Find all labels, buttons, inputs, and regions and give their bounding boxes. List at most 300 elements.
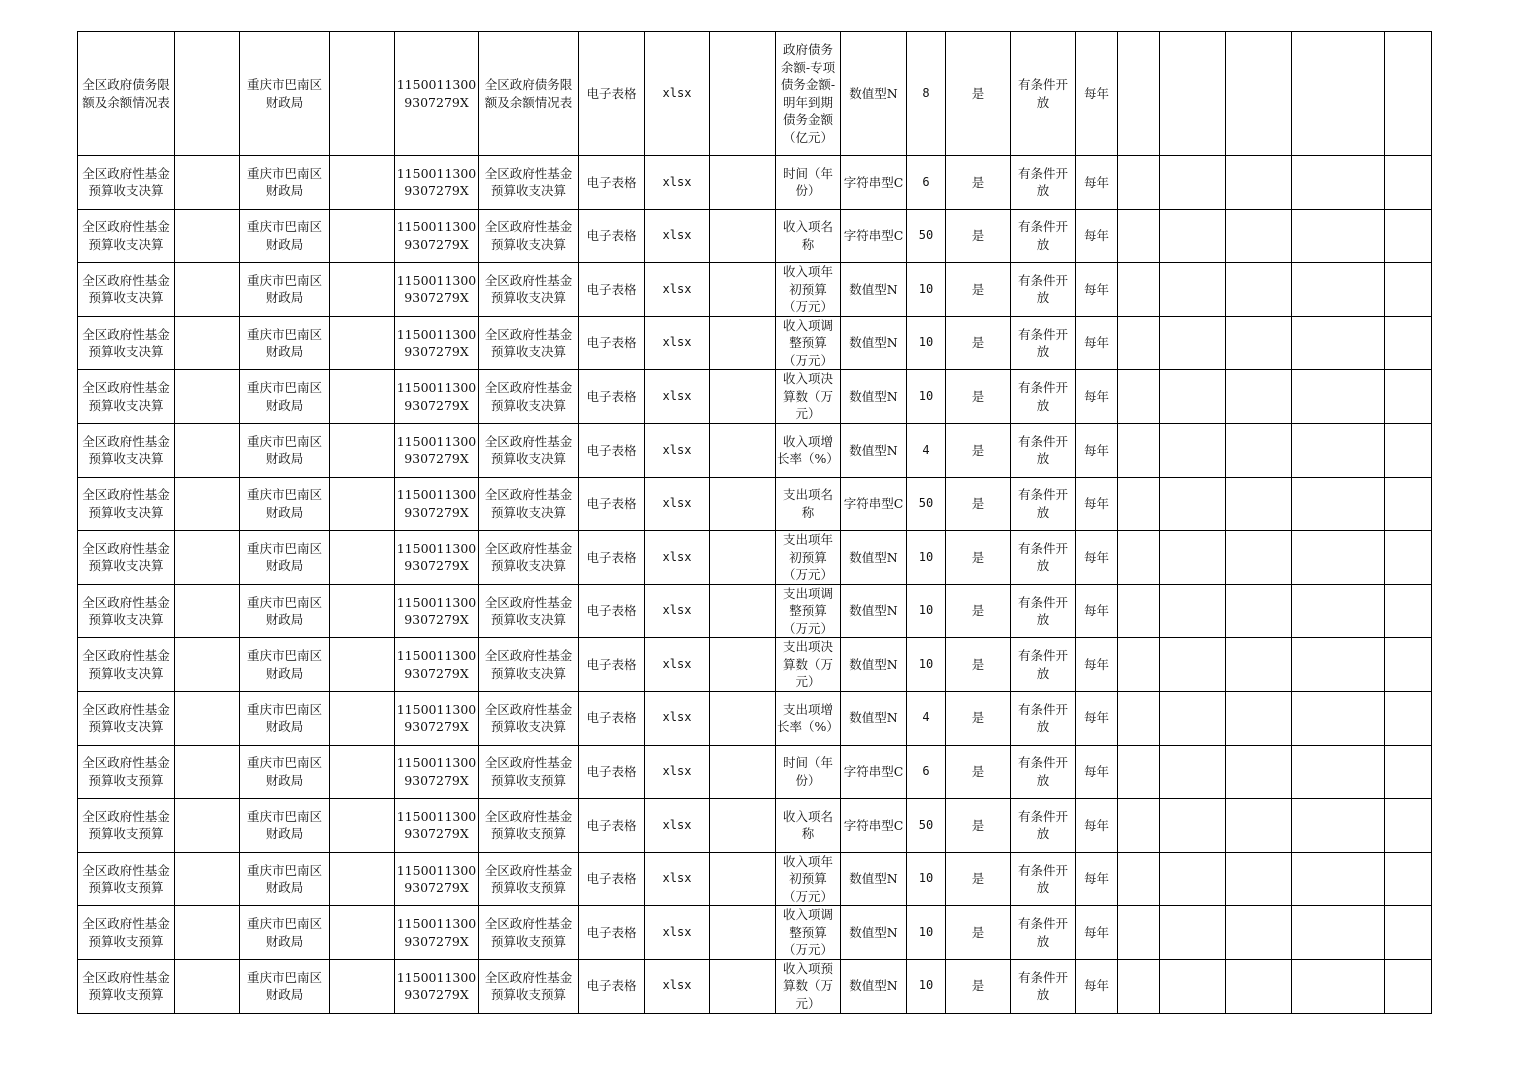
blank-cell: [330, 906, 395, 960]
open-type-cell: 有条件开放: [1011, 584, 1076, 638]
resource-name-cell: 全区政府性基金预算收支预算: [78, 959, 175, 1013]
info-resource-cell: 全区政府性基金预算收支预算: [479, 745, 579, 799]
blank-cell: [330, 209, 395, 263]
required-cell: 是: [946, 209, 1011, 263]
resource-name-cell: 全区政府性基金预算收支决算: [78, 156, 175, 210]
blank-cell: [1385, 316, 1432, 370]
blank-cell: [1292, 906, 1385, 960]
data-type-cell: 数值型N: [841, 531, 907, 585]
resource-name-cell: 全区政府性基金预算收支决算: [78, 209, 175, 263]
required-cell: 是: [946, 745, 1011, 799]
resource-name-cell: 全区政府性基金预算收支决算: [78, 316, 175, 370]
data-type-cell: 字符串型C: [841, 477, 907, 531]
blank-cell: [1160, 423, 1226, 477]
resource-name-cell: 全区政府性基金预算收支决算: [78, 531, 175, 585]
format-cell: 电子表格: [579, 584, 645, 638]
length-cell: 10: [907, 906, 946, 960]
format-cell: 电子表格: [579, 370, 645, 424]
blank-cell: [710, 423, 776, 477]
provider-cell: 重庆市巴南区财政局: [240, 638, 330, 692]
table-row: [78, 584, 1432, 638]
provider-cell: 重庆市巴南区财政局: [240, 370, 330, 424]
length-cell: 10: [907, 959, 946, 1013]
blank-cell: [1118, 531, 1160, 585]
blank-cell: [1160, 263, 1226, 317]
blank-cell: [1292, 209, 1385, 263]
blank-cell: [710, 263, 776, 317]
table-row: [78, 156, 1432, 210]
credit-code-cell: 11500113009307279X: [395, 263, 479, 317]
open-type-cell: 有条件开放: [1011, 638, 1076, 692]
table-row: [78, 423, 1432, 477]
data-type-cell: 数值型N: [841, 32, 907, 156]
resource-name-cell: 全区政府性基金预算收支决算: [78, 370, 175, 424]
blank-cell: [1292, 370, 1385, 424]
open-type-cell: 有条件开放: [1011, 852, 1076, 906]
blank-cell: [175, 209, 240, 263]
credit-code-cell: 11500113009307279X: [395, 531, 479, 585]
blank-cell: [710, 477, 776, 531]
blank-cell: [330, 32, 395, 156]
table-row: [78, 691, 1432, 745]
format-cell: 电子表格: [579, 423, 645, 477]
length-cell: 10: [907, 638, 946, 692]
extension-cell: xlsx: [645, 959, 710, 1013]
blank-cell: [1160, 691, 1226, 745]
blank-cell: [175, 316, 240, 370]
blank-cell: [1292, 423, 1385, 477]
format-cell: 电子表格: [579, 745, 645, 799]
blank-cell: [175, 906, 240, 960]
blank-cell: [1292, 638, 1385, 692]
extension-cell: xlsx: [645, 32, 710, 156]
info-resource-cell: 全区政府性基金预算收支决算: [479, 423, 579, 477]
resource-name-cell: 全区政府性基金预算收支决算: [78, 638, 175, 692]
blank-cell: [330, 638, 395, 692]
table-row: [78, 799, 1432, 853]
required-cell: 是: [946, 852, 1011, 906]
table-row: [78, 959, 1432, 1013]
field-name-cell: 收入项年初预算（万元）: [776, 852, 841, 906]
table-body: [78, 32, 1432, 1014]
blank-cell: [1226, 959, 1292, 1013]
length-cell: 8: [907, 32, 946, 156]
blank-cell: [710, 584, 776, 638]
open-type-cell: 有条件开放: [1011, 370, 1076, 424]
blank-cell: [1160, 959, 1226, 1013]
blank-cell: [1118, 959, 1160, 1013]
provider-cell: 重庆市巴南区财政局: [240, 32, 330, 156]
blank-cell: [1226, 691, 1292, 745]
blank-cell: [175, 745, 240, 799]
resource-name-cell: 全区政府性基金预算收支预算: [78, 799, 175, 853]
length-cell: 10: [907, 316, 946, 370]
required-cell: 是: [946, 370, 1011, 424]
blank-cell: [1160, 638, 1226, 692]
blank-cell: [1226, 584, 1292, 638]
blank-cell: [330, 316, 395, 370]
table-row: [78, 477, 1432, 531]
blank-cell: [175, 584, 240, 638]
open-type-cell: 有条件开放: [1011, 745, 1076, 799]
data-type-cell: 数值型N: [841, 370, 907, 424]
length-cell: 10: [907, 263, 946, 317]
field-name-cell: 收入项调整预算（万元）: [776, 316, 841, 370]
table-row: [78, 370, 1432, 424]
blank-cell: [175, 691, 240, 745]
blank-cell: [330, 959, 395, 1013]
blank-cell: [1292, 584, 1385, 638]
resource-name-cell: 全区政府性基金预算收支决算: [78, 423, 175, 477]
length-cell: 4: [907, 691, 946, 745]
blank-cell: [175, 638, 240, 692]
update-frequency-cell: 每年: [1076, 959, 1118, 1013]
provider-cell: 重庆市巴南区财政局: [240, 906, 330, 960]
required-cell: 是: [946, 584, 1011, 638]
length-cell: 10: [907, 370, 946, 424]
required-cell: 是: [946, 531, 1011, 585]
table-row: [78, 32, 1432, 156]
info-resource-cell: 全区政府性基金预算收支决算: [479, 370, 579, 424]
field-name-cell: 收入项年初预算（万元）: [776, 263, 841, 317]
required-cell: 是: [946, 316, 1011, 370]
info-resource-cell: 全区政府性基金预算收支预算: [479, 799, 579, 853]
format-cell: 电子表格: [579, 959, 645, 1013]
blank-cell: [1385, 156, 1432, 210]
blank-cell: [1292, 32, 1385, 156]
catalog-table: [77, 31, 1432, 1014]
required-cell: 是: [946, 959, 1011, 1013]
blank-cell: [1160, 852, 1226, 906]
info-resource-cell: 全区政府性基金预算收支决算: [479, 316, 579, 370]
blank-cell: [330, 531, 395, 585]
format-cell: 电子表格: [579, 263, 645, 317]
blank-cell: [1160, 477, 1226, 531]
credit-code-cell: 11500113009307279X: [395, 156, 479, 210]
blank-cell: [330, 584, 395, 638]
blank-cell: [1226, 906, 1292, 960]
info-resource-cell: 全区政府债务限额及余额情况表: [479, 32, 579, 156]
provider-cell: 重庆市巴南区财政局: [240, 691, 330, 745]
extension-cell: xlsx: [645, 638, 710, 692]
table-row: [78, 906, 1432, 960]
blank-cell: [1160, 906, 1226, 960]
blank-cell: [710, 745, 776, 799]
blank-cell: [1385, 799, 1432, 853]
open-type-cell: 有条件开放: [1011, 531, 1076, 585]
required-cell: 是: [946, 477, 1011, 531]
credit-code-cell: 11500113009307279X: [395, 209, 479, 263]
format-cell: 电子表格: [579, 638, 645, 692]
blank-cell: [1118, 32, 1160, 156]
data-type-cell: 数值型N: [841, 691, 907, 745]
format-cell: 电子表格: [579, 852, 645, 906]
blank-cell: [1292, 745, 1385, 799]
blank-cell: [1226, 263, 1292, 317]
credit-code-cell: 11500113009307279X: [395, 477, 479, 531]
table-row: [78, 638, 1432, 692]
blank-cell: [1160, 156, 1226, 210]
update-frequency-cell: 每年: [1076, 531, 1118, 585]
blank-cell: [1118, 745, 1160, 799]
update-frequency-cell: 每年: [1076, 316, 1118, 370]
format-cell: 电子表格: [579, 209, 645, 263]
blank-cell: [1226, 477, 1292, 531]
length-cell: 4: [907, 423, 946, 477]
format-cell: 电子表格: [579, 799, 645, 853]
blank-cell: [330, 691, 395, 745]
blank-cell: [175, 32, 240, 156]
info-resource-cell: 全区政府性基金预算收支决算: [479, 263, 579, 317]
open-type-cell: 有条件开放: [1011, 799, 1076, 853]
blank-cell: [710, 156, 776, 210]
blank-cell: [1385, 638, 1432, 692]
blank-cell: [1385, 32, 1432, 156]
field-name-cell: 支出项年初预算（万元）: [776, 531, 841, 585]
length-cell: 6: [907, 745, 946, 799]
blank-cell: [710, 531, 776, 585]
update-frequency-cell: 每年: [1076, 745, 1118, 799]
blank-cell: [1118, 477, 1160, 531]
field-name-cell: 政府债务余额-专项债务金额-明年到期债务金额（亿元）: [776, 32, 841, 156]
field-name-cell: 支出项调整预算（万元）: [776, 584, 841, 638]
update-frequency-cell: 每年: [1076, 584, 1118, 638]
blank-cell: [1118, 691, 1160, 745]
blank-cell: [175, 799, 240, 853]
blank-cell: [1160, 745, 1226, 799]
length-cell: 10: [907, 584, 946, 638]
blank-cell: [330, 370, 395, 424]
blank-cell: [710, 32, 776, 156]
field-name-cell: 时间（年份）: [776, 745, 841, 799]
data-type-cell: 字符串型C: [841, 156, 907, 210]
blank-cell: [1292, 531, 1385, 585]
blank-cell: [1226, 638, 1292, 692]
info-resource-cell: 全区政府性基金预算收支决算: [479, 584, 579, 638]
info-resource-cell: 全区政府性基金预算收支决算: [479, 691, 579, 745]
blank-cell: [1292, 852, 1385, 906]
update-frequency-cell: 每年: [1076, 852, 1118, 906]
blank-cell: [330, 745, 395, 799]
credit-code-cell: 11500113009307279X: [395, 316, 479, 370]
blank-cell: [1118, 799, 1160, 853]
open-type-cell: 有条件开放: [1011, 959, 1076, 1013]
update-frequency-cell: 每年: [1076, 209, 1118, 263]
blank-cell: [175, 156, 240, 210]
provider-cell: 重庆市巴南区财政局: [240, 263, 330, 317]
field-name-cell: 时间（年份）: [776, 156, 841, 210]
blank-cell: [710, 852, 776, 906]
credit-code-cell: 11500113009307279X: [395, 959, 479, 1013]
blank-cell: [1160, 531, 1226, 585]
blank-cell: [1118, 638, 1160, 692]
format-cell: 电子表格: [579, 477, 645, 531]
blank-cell: [1292, 156, 1385, 210]
update-frequency-cell: 每年: [1076, 906, 1118, 960]
blank-cell: [1160, 799, 1226, 853]
extension-cell: xlsx: [645, 263, 710, 317]
data-type-cell: 数值型N: [841, 316, 907, 370]
data-type-cell: 数值型N: [841, 906, 907, 960]
credit-code-cell: 11500113009307279X: [395, 638, 479, 692]
length-cell: 50: [907, 799, 946, 853]
table-row: [78, 745, 1432, 799]
update-frequency-cell: 每年: [1076, 370, 1118, 424]
blank-cell: [710, 370, 776, 424]
update-frequency-cell: 每年: [1076, 423, 1118, 477]
blank-cell: [175, 370, 240, 424]
update-frequency-cell: 每年: [1076, 638, 1118, 692]
provider-cell: 重庆市巴南区财政局: [240, 799, 330, 853]
provider-cell: 重庆市巴南区财政局: [240, 584, 330, 638]
resource-name-cell: 全区政府性基金预算收支预算: [78, 852, 175, 906]
resource-name-cell: 全区政府性基金预算收支决算: [78, 584, 175, 638]
blank-cell: [710, 638, 776, 692]
blank-cell: [1385, 263, 1432, 317]
length-cell: 50: [907, 209, 946, 263]
blank-cell: [1226, 32, 1292, 156]
field-name-cell: 收入项增长率（%）: [776, 423, 841, 477]
blank-cell: [330, 799, 395, 853]
table-row: [78, 852, 1432, 906]
blank-cell: [1292, 477, 1385, 531]
blank-cell: [710, 316, 776, 370]
update-frequency-cell: 每年: [1076, 263, 1118, 317]
format-cell: 电子表格: [579, 691, 645, 745]
blank-cell: [1118, 906, 1160, 960]
extension-cell: xlsx: [645, 477, 710, 531]
length-cell: 10: [907, 852, 946, 906]
table-row: [78, 263, 1432, 317]
resource-name-cell: 全区政府性基金预算收支决算: [78, 263, 175, 317]
blank-cell: [1385, 531, 1432, 585]
info-resource-cell: 全区政府性基金预算收支预算: [479, 906, 579, 960]
blank-cell: [330, 263, 395, 317]
open-type-cell: 有条件开放: [1011, 477, 1076, 531]
provider-cell: 重庆市巴南区财政局: [240, 745, 330, 799]
blank-cell: [1160, 584, 1226, 638]
field-name-cell: 支出项名称: [776, 477, 841, 531]
blank-cell: [330, 477, 395, 531]
credit-code-cell: 11500113009307279X: [395, 32, 479, 156]
blank-cell: [1226, 852, 1292, 906]
credit-code-cell: 11500113009307279X: [395, 370, 479, 424]
required-cell: 是: [946, 799, 1011, 853]
data-type-cell: 数值型N: [841, 584, 907, 638]
blank-cell: [710, 959, 776, 1013]
credit-code-cell: 11500113009307279X: [395, 799, 479, 853]
credit-code-cell: 11500113009307279X: [395, 584, 479, 638]
extension-cell: xlsx: [645, 852, 710, 906]
provider-cell: 重庆市巴南区财政局: [240, 477, 330, 531]
data-type-cell: 字符串型C: [841, 799, 907, 853]
resource-name-cell: 全区政府性基金预算收支决算: [78, 477, 175, 531]
required-cell: 是: [946, 263, 1011, 317]
format-cell: 电子表格: [579, 156, 645, 210]
blank-cell: [1118, 370, 1160, 424]
resource-name-cell: 全区政府性基金预算收支预算: [78, 906, 175, 960]
extension-cell: xlsx: [645, 209, 710, 263]
blank-cell: [175, 423, 240, 477]
blank-cell: [1118, 263, 1160, 317]
extension-cell: xlsx: [645, 691, 710, 745]
required-cell: 是: [946, 156, 1011, 210]
format-cell: 电子表格: [579, 32, 645, 156]
blank-cell: [1118, 156, 1160, 210]
format-cell: 电子表格: [579, 316, 645, 370]
open-type-cell: 有条件开放: [1011, 906, 1076, 960]
info-resource-cell: 全区政府性基金预算收支决算: [479, 477, 579, 531]
data-type-cell: 数值型N: [841, 959, 907, 1013]
blank-cell: [1226, 316, 1292, 370]
format-cell: 电子表格: [579, 906, 645, 960]
blank-cell: [710, 799, 776, 853]
provider-cell: 重庆市巴南区财政局: [240, 531, 330, 585]
blank-cell: [1226, 799, 1292, 853]
blank-cell: [1226, 745, 1292, 799]
required-cell: 是: [946, 423, 1011, 477]
credit-code-cell: 11500113009307279X: [395, 423, 479, 477]
provider-cell: 重庆市巴南区财政局: [240, 959, 330, 1013]
table-row: [78, 209, 1432, 263]
extension-cell: xlsx: [645, 370, 710, 424]
blank-cell: [1292, 316, 1385, 370]
blank-cell: [330, 852, 395, 906]
table-row: [78, 531, 1432, 585]
info-resource-cell: 全区政府性基金预算收支决算: [479, 531, 579, 585]
update-frequency-cell: 每年: [1076, 32, 1118, 156]
required-cell: 是: [946, 638, 1011, 692]
blank-cell: [1292, 263, 1385, 317]
open-type-cell: 有条件开放: [1011, 423, 1076, 477]
extension-cell: xlsx: [645, 423, 710, 477]
credit-code-cell: 11500113009307279X: [395, 852, 479, 906]
open-type-cell: 有条件开放: [1011, 32, 1076, 156]
blank-cell: [1292, 799, 1385, 853]
blank-cell: [710, 906, 776, 960]
extension-cell: xlsx: [645, 799, 710, 853]
blank-cell: [1385, 209, 1432, 263]
blank-cell: [1385, 691, 1432, 745]
blank-cell: [1385, 477, 1432, 531]
update-frequency-cell: 每年: [1076, 477, 1118, 531]
blank-cell: [710, 691, 776, 745]
blank-cell: [1385, 959, 1432, 1013]
extension-cell: xlsx: [645, 745, 710, 799]
blank-cell: [1118, 423, 1160, 477]
credit-code-cell: 11500113009307279X: [395, 691, 479, 745]
blank-cell: [330, 423, 395, 477]
provider-cell: 重庆市巴南区财政局: [240, 852, 330, 906]
info-resource-cell: 全区政府性基金预算收支决算: [479, 209, 579, 263]
blank-cell: [175, 852, 240, 906]
info-resource-cell: 全区政府性基金预算收支决算: [479, 638, 579, 692]
blank-cell: [1385, 423, 1432, 477]
table-row: [78, 316, 1432, 370]
field-name-cell: 支出项决算数（万元）: [776, 638, 841, 692]
data-type-cell: 数值型N: [841, 263, 907, 317]
info-resource-cell: 全区政府性基金预算收支决算: [479, 156, 579, 210]
extension-cell: xlsx: [645, 531, 710, 585]
blank-cell: [1226, 531, 1292, 585]
extension-cell: xlsx: [645, 584, 710, 638]
blank-cell: [1226, 209, 1292, 263]
credit-code-cell: 11500113009307279X: [395, 906, 479, 960]
blank-cell: [1385, 906, 1432, 960]
blank-cell: [1226, 370, 1292, 424]
required-cell: 是: [946, 32, 1011, 156]
blank-cell: [1226, 156, 1292, 210]
